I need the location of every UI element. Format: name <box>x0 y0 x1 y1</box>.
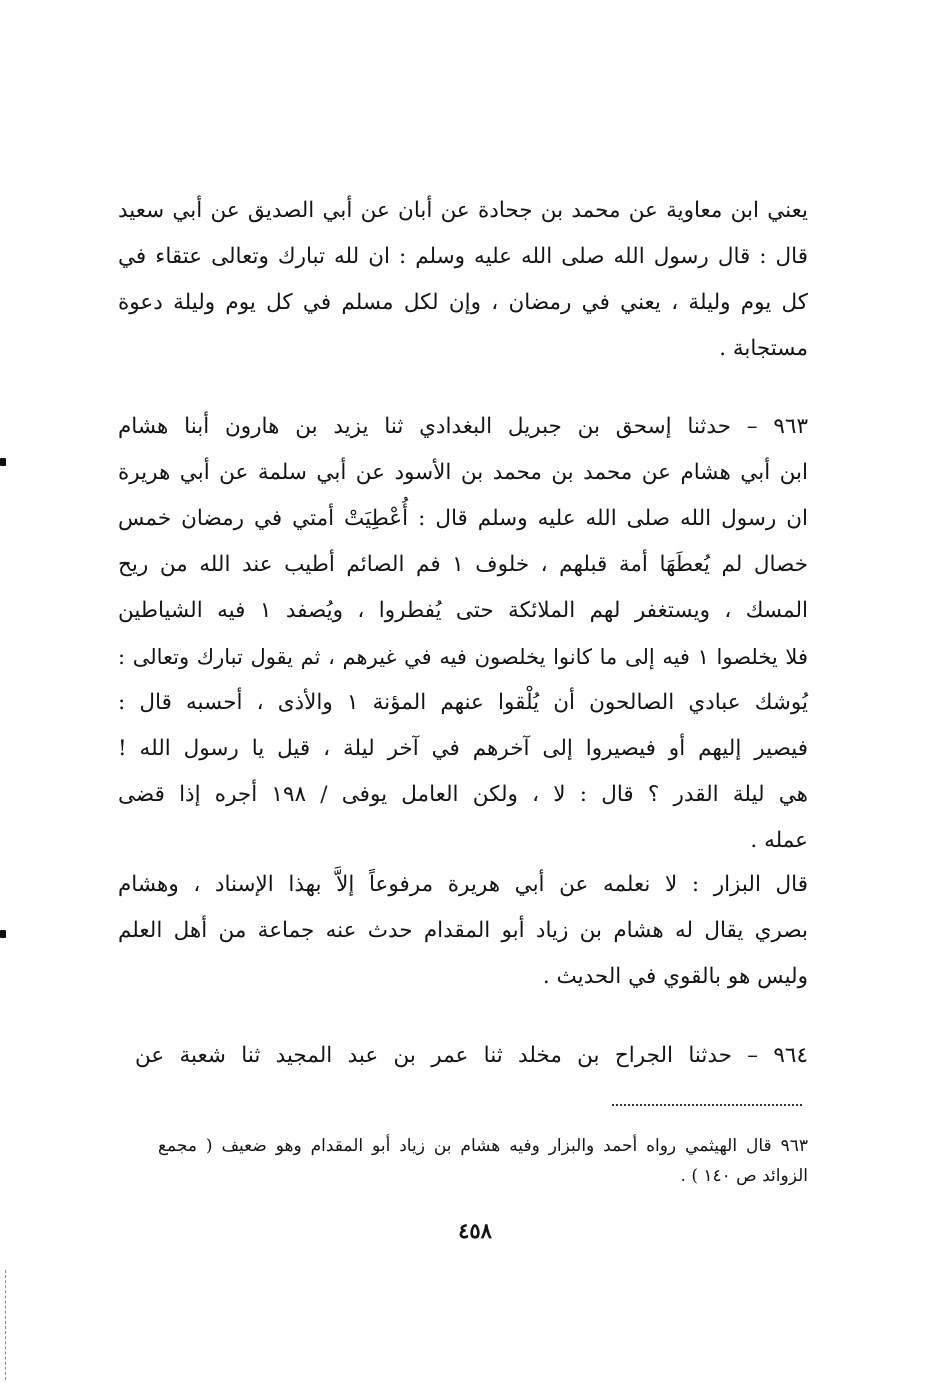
text-line: خصال لم يُعطَهَا أمة قبلهم ، خلوف ١ فم الصائم أطيب عند الله من ريح <box>118 552 808 577</box>
text-line: فيصير إليهم أو فيصيروا إلى آخرهم في آخر ليلة ، قيل يا رسول الله ! <box>118 736 808 761</box>
footnote <box>158 1131 808 1191</box>
text-line: قال : قال رسول الله صلى الله عليه وسلم : ان لله تبارك وتعالى عتقاء في <box>118 244 808 269</box>
text-line: مستجابة . <box>719 336 808 361</box>
text-line: يُوشك عبادي الصالحون أن يُلْقوا عنهم المؤنة ١ والأذى ، أحسبه قال : <box>118 690 808 715</box>
text-line: يعني ابن معاوية عن محمد بن جحادة عن أبان عن أبي الصديق عن أبي سعيد <box>118 198 808 223</box>
footnote-line: ٩٦٣ قال الهيثمي رواه أحمد والبزار وفيه هشام بن زياد أبو المقدام وهو ضعيف ( مجمع <box>158 1136 808 1156</box>
text-line: هي ليلة القدر ؟ قال : لا ، ولكن العامل يوفى / ١٩٨ أجره إذا قضى <box>118 782 808 807</box>
paragraph-hadith-962-end <box>118 188 808 372</box>
footnote-line: الزوائد ص ١٤٠ ) . <box>680 1166 808 1186</box>
scan-edge-line <box>5 1270 6 1380</box>
paragraph-hadith-964 <box>135 1033 808 1079</box>
scan-mark <box>0 930 6 938</box>
text-line: فلا يخلصوا ١ فيه إلى ما كانوا يخلصون فيه في غيرهم ، ثم يقول تبارك وتعالى : <box>118 645 808 669</box>
text-line: قال البزار : لا نعلمه عن أبي هريرة مرفوعاً إلاَّ بهذا الإسناد ، وهشام <box>118 872 808 897</box>
text-line: بصري يقال له هشام بن زياد أبو المقدام حدث عنه جماعة من أهل العلم <box>118 918 808 943</box>
text-line: ابن أبي هشام عن محمد بن محمد بن الأسود عن أبي سلمة عن أبي هريرة <box>118 460 808 485</box>
text-line: المسك ، ويستغفر لهم الملائكة حتى يُفطروا ، ويُصفد ١ فيه الشياطين <box>118 598 808 623</box>
page-number: ٤٥٨ <box>458 1218 492 1243</box>
text-line: وليس هو بالقوي في الحديث . <box>542 964 808 989</box>
text-line: كل يوم وليلة ، يعني في رمضان ، وإن لكل مسلم في كل يوم وليلة دعوة <box>118 290 808 315</box>
text-line: عمله . <box>750 828 808 853</box>
scan-mark <box>0 458 6 466</box>
footnote-separator <box>612 1104 802 1106</box>
paragraph-hadith-963 <box>118 404 808 864</box>
text-line: ان رسول الله صلى الله عليه وسلم قال : أُعْطِيَتْ أمتي في رمضان خمس <box>118 506 808 531</box>
paragraph-bazzar-comment <box>118 862 808 1000</box>
text-line: ٩٦٤ – حدثنا الجراح بن مخلد ثنا عمر بن عبد المجيد ثنا شعبة عن <box>135 1043 808 1068</box>
text-line: ٩٦٣ – حدثنا إسحق بن جبريل البغدادي ثنا يزيد بن هارون أبنا هشام <box>118 414 808 439</box>
